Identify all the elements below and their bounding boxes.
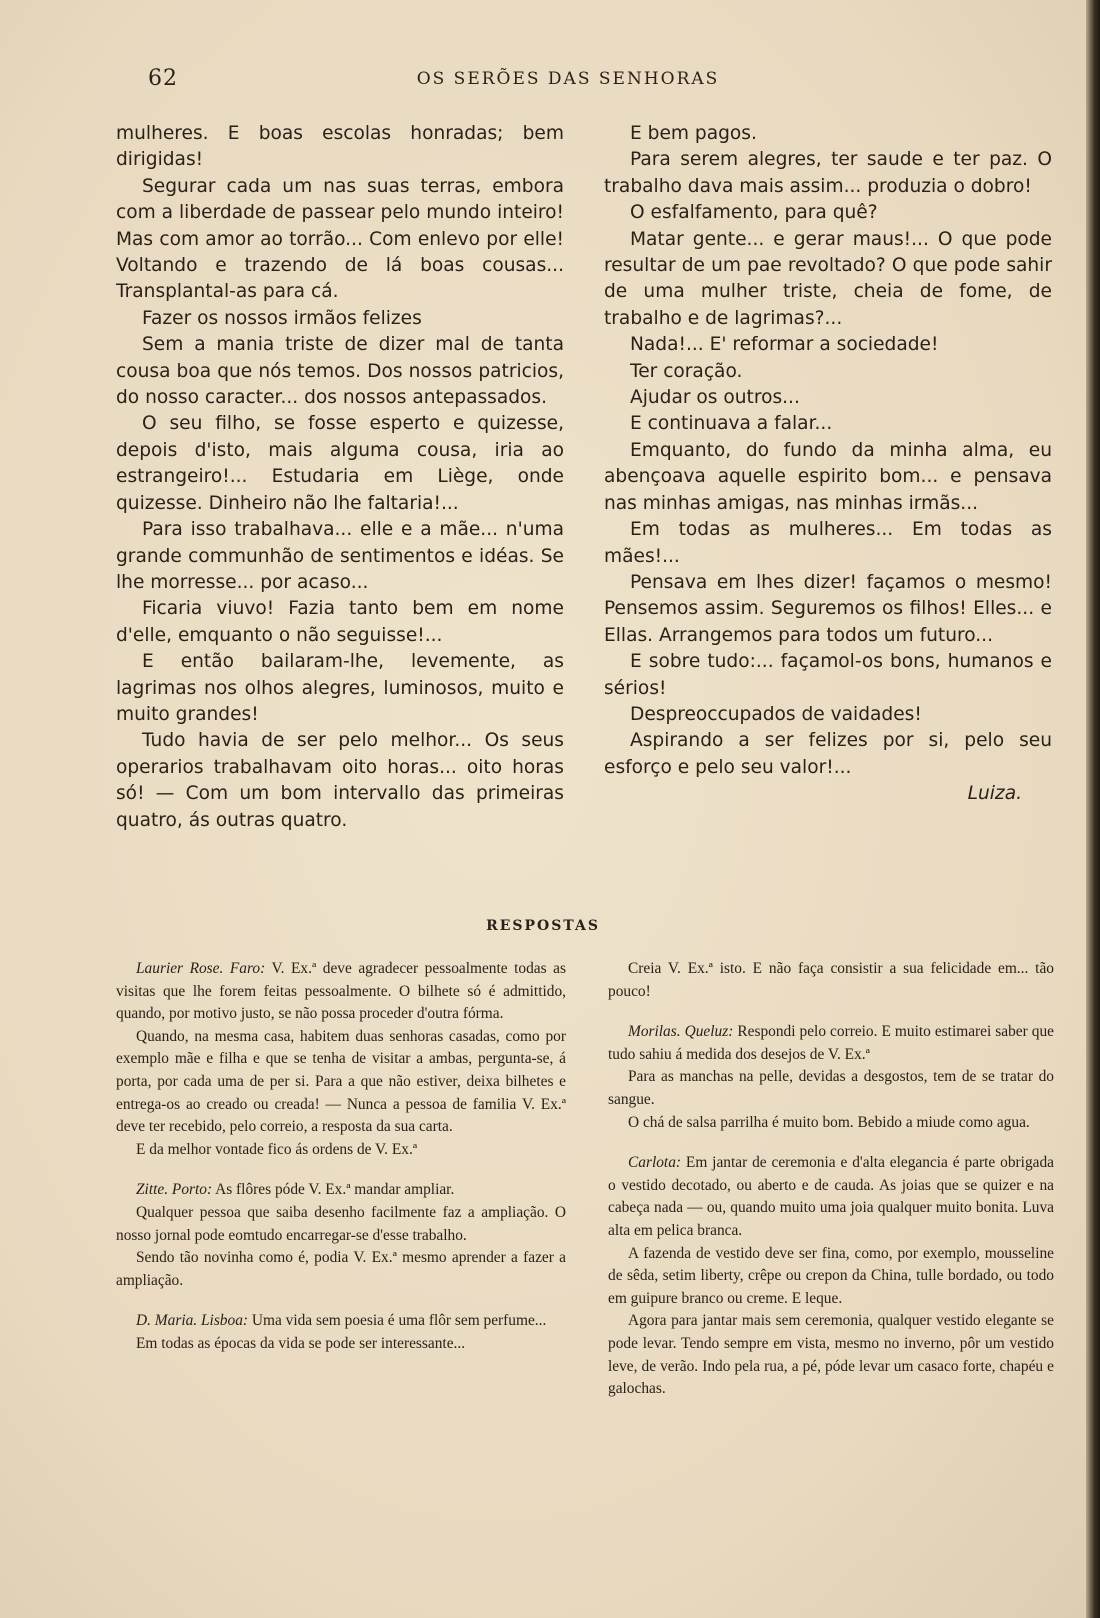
reply-paragraph: [116, 1139, 566, 1162]
paragraph: Em todas as mulheres... Em todas as mães!...: [604, 519, 1052, 567]
paragraph: Ficaria viuvo! Fazia tanto bem em nome d'elle, emquanto o não seguisse!...: [116, 598, 564, 646]
reply-paragraph: [116, 1333, 566, 1356]
reply-recipient: Zitte. Porto:: [136, 1181, 213, 1199]
reply-paragraph: [116, 1026, 566, 1139]
paragraph-spacer: [608, 1003, 1054, 1021]
reply-paragraph: [608, 1066, 1054, 1111]
reply-paragraph: [608, 1152, 1054, 1242]
paragraph-spacer: [116, 1161, 566, 1179]
paragraph: E continuava a falar...: [630, 413, 833, 435]
paragraph: E então bailaram-lhe, levemente, as lagrimas nos olhos alegres, luminosos, muito e muito grandes!: [116, 651, 564, 725]
paragraph: E bem pagos.: [630, 123, 757, 144]
reply-paragraph: [116, 1202, 566, 1247]
paragraph: Para serem alegres, ter saude e ter paz. O trabalho dava mais assim... produzia o dobro!: [604, 149, 1052, 197]
paragraph-spacer: [608, 1134, 1054, 1152]
reply-paragraph: [116, 1247, 566, 1292]
reply-text: O chá de salsa parrilha é muito bom. Bebido a miude como agua.: [628, 1113, 1030, 1131]
paragraph: E sobre tudo:... façamol-os bons, humanos e sérios!: [604, 651, 1052, 699]
reply-paragraph: [608, 1310, 1054, 1400]
paragraph: Fazer os nossos irmãos felizes: [142, 307, 422, 329]
article-right-column: [604, 121, 1052, 808]
paragraph: Nada!... E' reformar a sociedade!: [630, 334, 939, 356]
reply-paragraph: [608, 1021, 1054, 1066]
paragraph: Tudo havia de ser pelo melhor... Os seus operarios trabalhavam oito horas... oito horas só! — Com um bom intervallo das primeiras quatro, ás outras quatro.: [116, 730, 564, 831]
respostas-right-column: [608, 958, 1054, 1401]
paragraph-spacer: [116, 1292, 566, 1310]
reply-text: Quando, na mesma casa, habitem duas senhoras casadas, como por exemplo mãe e filha e que se tenha de visitar a ambas, pergunta-se, á porta, por cada uma de per si. Para a que não estiver, deixa bilhetes e entrega-os ao creado ou creada! — Nunca a pessoa de familia V. Ex.ª deve ter recebido, pelo correio, a resposta da sua carta.: [116, 1027, 566, 1136]
reply-text: V. Ex.ª deve agradecer pessoalmente todas as visitas que lhe forem feitas pessoalmente. O bilhete só é admittido, quando, por motivo justo, se não possa proceder d'outra fórma.: [116, 960, 566, 1023]
reply-paragraph: [116, 1310, 566, 1333]
author-signature: Luiza.: [967, 783, 1022, 805]
reply-paragraph: [608, 1112, 1054, 1135]
paragraph: Ajudar os outros...: [630, 387, 800, 409]
paragraph: Para isso trabalhava... elle e a mãe... n'uma grande communhão de sentimentos e idéas. Se lhe morresse... por acaso...: [116, 519, 564, 593]
reply-paragraph: [116, 958, 566, 1026]
reply-paragraph: [608, 958, 1054, 1003]
reply-text: A fazenda de vestido deve ser fina, como, por exemplo, mousseline de sêda, setim liberty, crêpe ou crepon da China, tulle bordado, ou todo em guipure branco ou creme. E leque.: [608, 1244, 1054, 1307]
paragraph: O esfalfamento, para quê?: [630, 202, 878, 224]
reply-text: As flôres póde V. Ex.ª mandar ampliar.: [212, 1181, 455, 1199]
reply-recipient: D. Maria. Lisboa:: [136, 1312, 249, 1330]
reply-text: E da melhor vontade fico ás ordens de V. Ex.ª: [136, 1140, 418, 1158]
paragraph: Sem a mania triste de dizer mal de tanta cousa boa que nós temos. Dos nossos patricios, do nosso caracter... dos nossos antepassados.: [116, 334, 564, 409]
reply-text: Qualquer pessoa que saiba desenho facilmente faz a ampliação. O nosso jornal pode eomtudo encarregar-se d'esse trabalho.: [116, 1203, 566, 1244]
paragraph: Emquanto, do fundo da minha alma, eu abençoava aquelle espirito bom... e pensava nas minhas amigas, nas minhas irmãs...: [604, 439, 1052, 514]
reply-text: Em todas as épocas da vida se pode ser interessante...: [136, 1334, 466, 1352]
paragraph: Matar gente... e gerar maus!... O que pode resultar de um pae revoltado? O que pode sahir de uma mulher triste, cheia de fome, de trabalho e de lagrimas?...: [604, 228, 1052, 329]
running-title: OS SERÕES DAS SENHORAS: [416, 69, 720, 89]
page-binding-edge: [1086, 0, 1100, 1618]
page-number: 62: [148, 66, 178, 91]
paragraph: Aspirando a ser felizes por si, pelo seu esforço e pelo seu valor!...: [604, 730, 1052, 778]
paragraph: Despreoccupados de vaidades!: [630, 703, 922, 725]
reply-text: Creia V. Ex.ª isto. E não faça consistir a sua felicidade em... tão pouco!: [608, 960, 1054, 1000]
reply-text: Agora para jantar mais sem ceremonia, qualquer vestido elegante se pode levar. Tendo sempre em vista, mesmo no inverno, pôr um vestido leve, de verão. Indo pela rua, a pé, póde levar um casaco forte, chapéu e galochas.: [608, 1312, 1054, 1398]
paragraph: Ter coração.: [630, 360, 743, 382]
reply-text: Para as manchas na pelle, devidas a desgostos, tem de se tratar do sangue.: [608, 1068, 1054, 1108]
reply-text: Em jantar de ceremonia e d'alta elegancia é parte obrigada o vestido decotado, ou aberto e de cauda. As joias que se quizer e na cabeça nada — ou, quando muito uma joia qualquer muito bonita. Luva alta em pelica branca.: [608, 1154, 1054, 1239]
reply-recipient: Laurier Rose. Faro:: [136, 960, 266, 977]
reply-recipient: Morilas. Queluz:: [628, 1023, 734, 1041]
paragraph: Segurar cada um nas suas terras, embora com a liberdade de passear pelo mundo inteiro! Mas com amor ao torrão... Com enlevo por elle! Voltando e trazendo de lá boas cousas... Transplantal-as para cá.: [116, 175, 564, 303]
paragraph: Pensava em lhes dizer! façamos o mesmo! Pensemos assim. Seguremos os filhos! Elles... e Ellas. Arrangemos para todos um futuro...: [604, 571, 1052, 646]
reply-paragraph: [608, 1243, 1054, 1311]
reply-paragraph: [116, 1179, 566, 1202]
paragraph: O seu filho, se fosse esperto e quizesse, depois d'isto, mais alguma cousa, iria ao estrangeiro!... Estudaria em Liège, onde quizesse. Dinheiro não lhe faltaria!...: [116, 413, 564, 514]
page-header: [148, 66, 988, 94]
paragraph: mulheres. E boas escolas honradas; bem dirigidas!: [116, 123, 564, 171]
reply-text: Sendo tão novinha como é, podia V. Ex.ª mesmo aprender a fazer a ampliação.: [116, 1249, 566, 1289]
reply-recipient: Carlota:: [628, 1154, 682, 1172]
article-left-column: [116, 121, 564, 834]
respostas-left-column: [116, 958, 566, 1356]
reply-text: Uma vida sem poesia é uma flôr sem perfume...: [248, 1312, 547, 1330]
reply-text: Respondi pelo correio. E muito estimarei saber que tudo sahiu á medida dos desejos de V. Ex.ª: [608, 1023, 1054, 1063]
section-title-respostas: RESPOSTAS: [486, 918, 600, 934]
